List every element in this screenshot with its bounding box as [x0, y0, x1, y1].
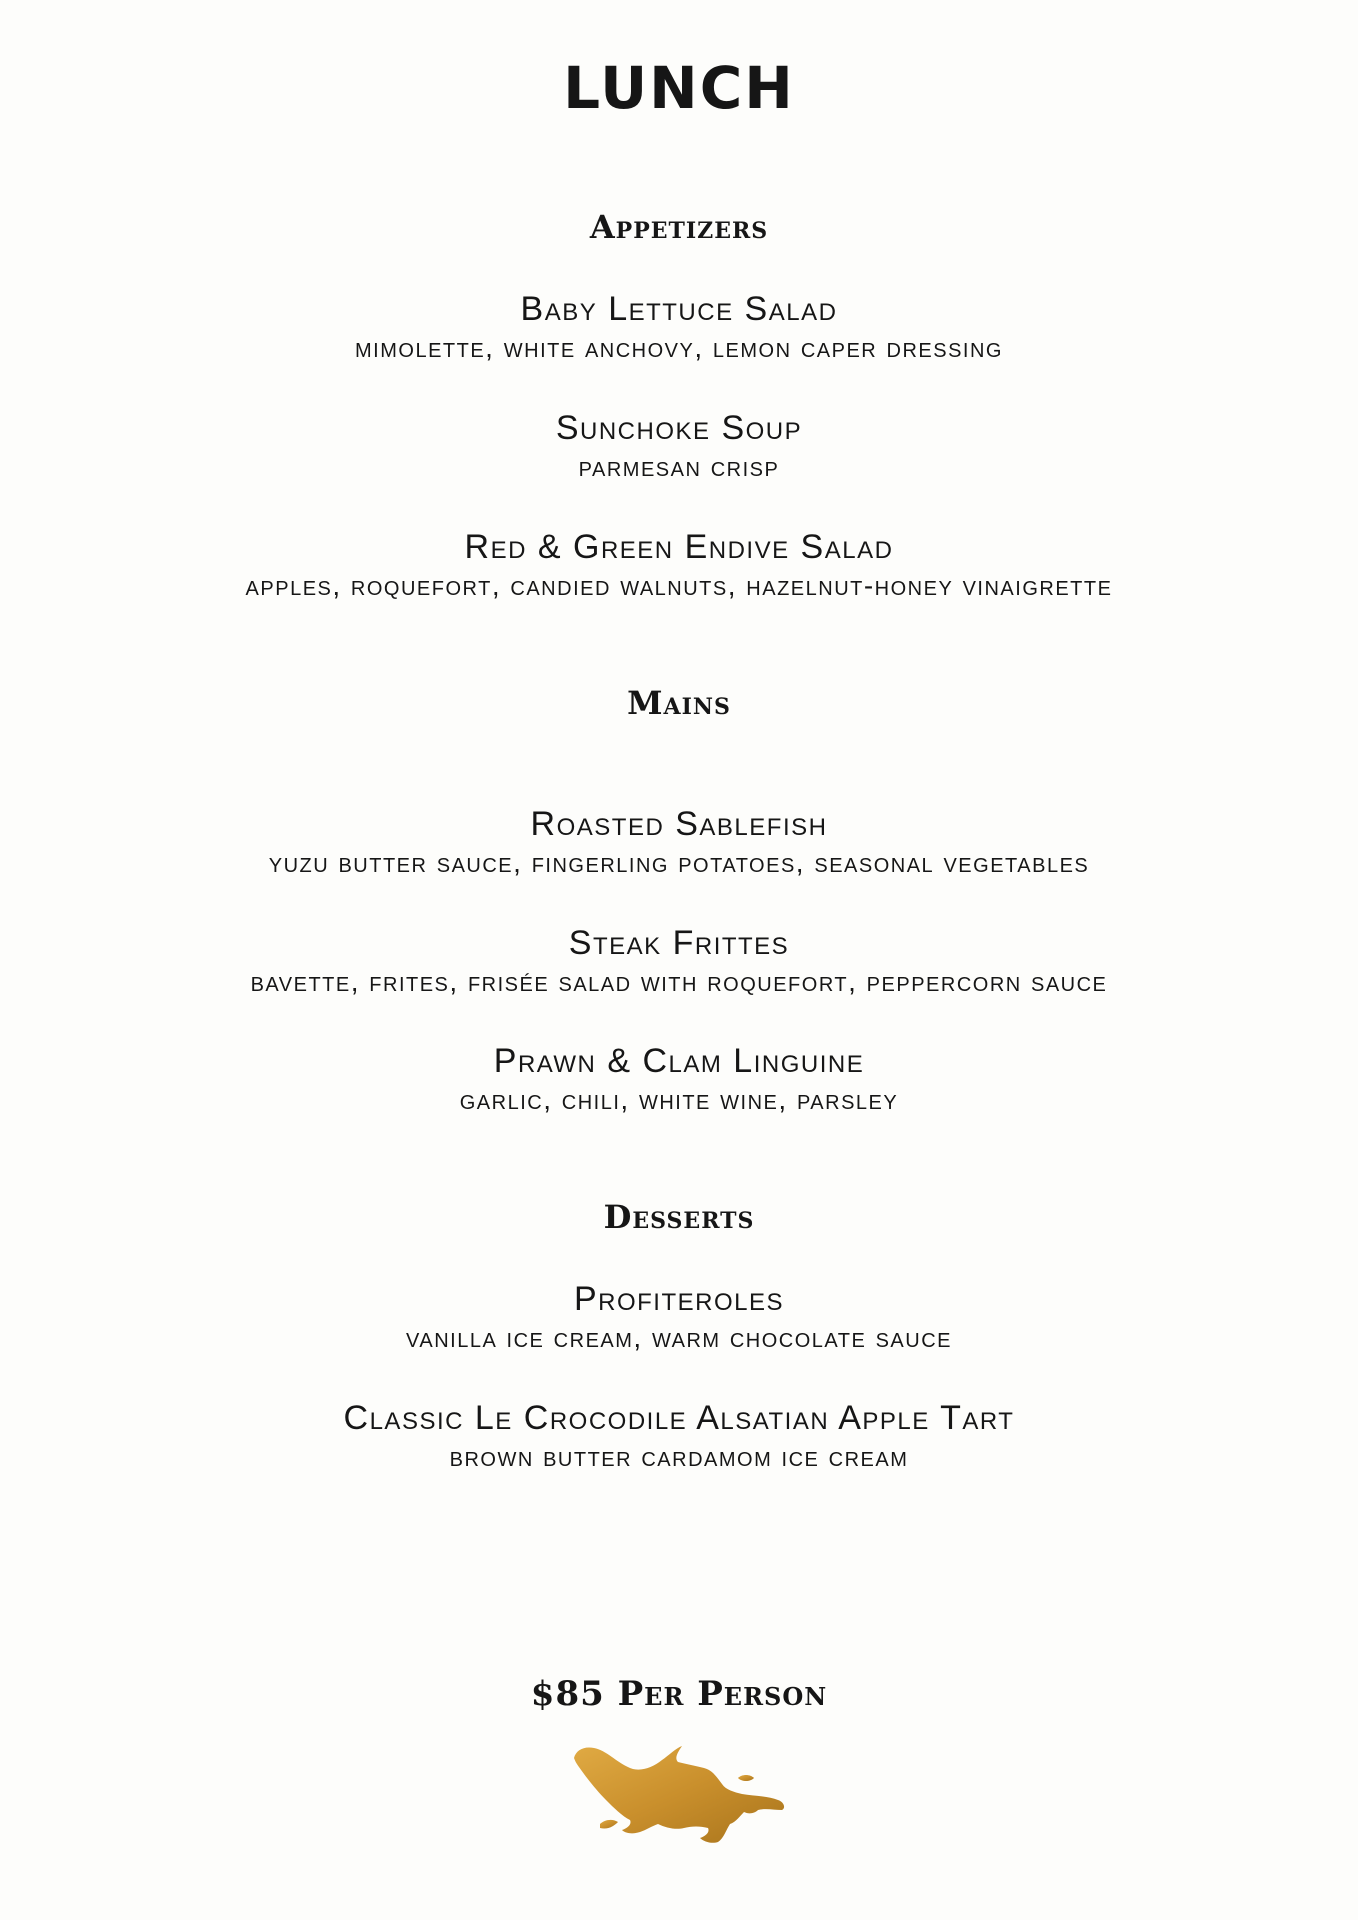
dish-name: Classic Le Crocodile Alsatian Apple Tart	[343, 1399, 1015, 1437]
dish-description: garlic, chili, white wine, parsley	[459, 1084, 899, 1115]
dish-profiteroles	[0, 1278, 1358, 1356]
dish-baby-lettuce-salad	[0, 288, 1358, 366]
dish-name: Profiteroles	[573, 1280, 785, 1318]
dish-alsatian-apple-tart	[0, 1397, 1358, 1475]
dish-description: bavette, frites, frisée salad with roquefort, peppercorn sauce	[250, 966, 1108, 997]
dish-prawn-clam-linguine	[0, 1040, 1358, 1118]
price-per-person: $85 Per Person	[530, 1674, 828, 1714]
dish-sunchoke-soup	[0, 407, 1358, 485]
section-heading-appetizers: Appetizers	[589, 208, 769, 246]
dish-name: Red & Green Endive Salad	[464, 528, 894, 566]
dish-description: yuzu butter sauce, fingerling potatoes, seasonal vegetables	[268, 847, 1090, 878]
dish-name: Baby Lettuce Salad	[520, 290, 838, 328]
dish-name: Prawn & Clam Linguine	[493, 1042, 865, 1080]
menu-title: LUNCH	[563, 54, 795, 122]
dish-description: vanilla ice cream, warm chocolate sauce	[406, 1322, 952, 1353]
dish-description: brown butter cardamom ice cream	[449, 1441, 909, 1472]
dish-description: apples, roquefort, candied walnuts, hazelnut-honey vinaigrette	[245, 570, 1113, 601]
crocodile-icon	[570, 1738, 790, 1848]
section-heading-desserts: Desserts	[603, 1198, 755, 1236]
dish-name: Sunchoke Soup	[555, 409, 803, 447]
dish-name: Steak Frittes	[568, 924, 790, 962]
dish-description: parmesan crisp	[578, 451, 780, 482]
dish-roasted-sablefish	[0, 803, 1358, 881]
dish-description: mimolette, white anchovy, lemon caper dressing	[355, 332, 1003, 363]
dish-steak-frittes	[0, 922, 1358, 1000]
dish-name: Roasted Sablefish	[530, 805, 828, 843]
section-heading-mains: Mains	[627, 684, 731, 722]
dish-red-green-endive-salad	[0, 526, 1358, 604]
